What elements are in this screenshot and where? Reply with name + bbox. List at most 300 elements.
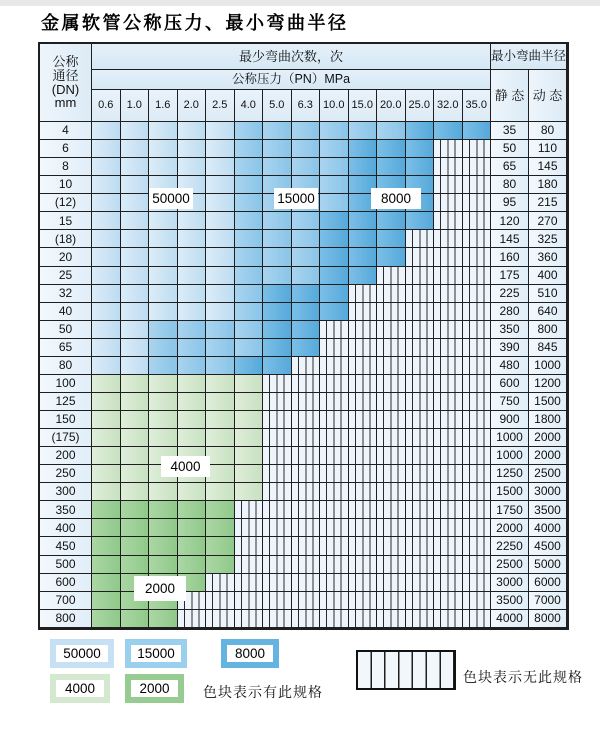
- spec-cell: [235, 303, 264, 321]
- spec-cell: [206, 411, 235, 429]
- spec-cell: [349, 429, 378, 447]
- spec-cell: [377, 447, 406, 465]
- spec-cell: [434, 447, 463, 465]
- spec-cell: [320, 321, 349, 339]
- spec-cell: [463, 411, 492, 429]
- spec-cell: [463, 556, 492, 574]
- spec-cell: [434, 393, 463, 411]
- spec-cell: [377, 519, 406, 537]
- spec-cell: [149, 339, 178, 357]
- dynamic-value-cell: 1200: [529, 375, 567, 393]
- spec-cell: [263, 393, 292, 411]
- spec-cell: [463, 537, 492, 555]
- spec-cell: [149, 303, 178, 321]
- spec-cell: [121, 158, 150, 176]
- spec-cell: [92, 393, 121, 411]
- spec-cell: [406, 321, 435, 339]
- spec-cell: [92, 248, 121, 266]
- pressure-tick: 1.0: [121, 90, 150, 122]
- spec-cell: [121, 447, 150, 465]
- legend-note-has-spec: 色块表示有此规格: [203, 684, 323, 700]
- spec-cell: [178, 556, 207, 574]
- spec-cell: [434, 519, 463, 537]
- static-value-cell: 1000: [491, 447, 529, 465]
- pressure-tick: 2.5: [206, 90, 235, 122]
- spec-cell: [463, 248, 492, 266]
- spec-cell: [92, 321, 121, 339]
- spec-cell: [92, 285, 121, 303]
- spec-cell: [235, 574, 264, 592]
- legend-swatch-50000: 50000: [50, 639, 114, 668]
- spec-cell: [92, 194, 121, 212]
- spec-cell: [320, 501, 349, 519]
- dn-cell: 800: [40, 610, 92, 628]
- spec-cell: [292, 248, 321, 266]
- pressure-tick: 20.0: [377, 90, 406, 122]
- spec-cell: [149, 158, 178, 176]
- static-header: 静 态: [491, 70, 529, 122]
- dynamic-value-cell: 800: [529, 321, 567, 339]
- legend-swatch-15000: 15000: [125, 639, 187, 668]
- spec-cell: [434, 212, 463, 230]
- spec-cell: [292, 375, 321, 393]
- dn-cell: 100: [40, 375, 92, 393]
- spec-cell: [178, 483, 207, 501]
- spec-cell: [149, 501, 178, 519]
- static-value-cell: 145: [491, 230, 529, 248]
- spec-cell: [292, 501, 321, 519]
- spec-cell: [206, 429, 235, 447]
- spec-cell: [235, 447, 264, 465]
- spec-cell: [463, 176, 492, 194]
- spec-cell: [320, 158, 349, 176]
- spec-cell: [292, 393, 321, 411]
- spec-cell: [320, 574, 349, 592]
- static-value-cell: 65: [491, 158, 529, 176]
- spec-cell: [406, 429, 435, 447]
- static-value-cell: 160: [491, 248, 529, 266]
- spec-cell: [377, 339, 406, 357]
- spec-cell: [92, 122, 121, 140]
- spec-cell: [320, 429, 349, 447]
- spec-cell: [92, 537, 121, 555]
- dynamic-value-cell: 400: [529, 267, 567, 285]
- spec-cell: [92, 610, 121, 628]
- spec-cell: [121, 519, 150, 537]
- spec-cell: [149, 357, 178, 375]
- static-value-cell: 600: [491, 375, 529, 393]
- dn-cell: 700: [40, 592, 92, 610]
- spec-cell: [434, 411, 463, 429]
- spec-cell: [235, 375, 264, 393]
- spec-cell: [178, 248, 207, 266]
- spec-cell: [434, 610, 463, 628]
- spec-cell: [406, 592, 435, 610]
- pressure-tick: 10.0: [320, 90, 349, 122]
- spec-cell: [434, 537, 463, 555]
- spec-cell: [235, 122, 264, 140]
- static-value-cell: 1750: [491, 501, 529, 519]
- spec-cell: [292, 411, 321, 429]
- spec-cell: [463, 140, 492, 158]
- static-value-cell: 1500: [491, 483, 529, 501]
- spec-cell: [235, 248, 264, 266]
- spec-cell: [434, 158, 463, 176]
- spec-cell: [235, 411, 264, 429]
- spec-cell: [406, 393, 435, 411]
- spec-cell: [206, 248, 235, 266]
- static-value-cell: 225: [491, 285, 529, 303]
- spec-cell: [320, 519, 349, 537]
- spec-cell: [235, 592, 264, 610]
- spec-cell: [121, 357, 150, 375]
- spec-cell: [149, 393, 178, 411]
- static-value-cell: 3500: [491, 592, 529, 610]
- spec-cell: [463, 339, 492, 357]
- spec-cell: [463, 447, 492, 465]
- spec-cell: [149, 556, 178, 574]
- spec-cell: [206, 375, 235, 393]
- spec-cell: [377, 230, 406, 248]
- spec-cell: [292, 339, 321, 357]
- spec-cell: [263, 140, 292, 158]
- pressure-header: 公称压力（PN）MPa: [92, 70, 491, 90]
- dn-cell: 200: [40, 447, 92, 465]
- spec-cell: [263, 556, 292, 574]
- spec-cell: [292, 483, 321, 501]
- dn-cell: 250: [40, 465, 92, 483]
- spec-cell: [263, 447, 292, 465]
- spec-cell: [263, 122, 292, 140]
- static-value-cell: 900: [491, 411, 529, 429]
- dn-cell: (18): [40, 230, 92, 248]
- spec-cell: [377, 393, 406, 411]
- spec-cell: [292, 303, 321, 321]
- spec-cell: [178, 230, 207, 248]
- spec-cell: [406, 610, 435, 628]
- static-value-cell: 1000: [491, 429, 529, 447]
- dn-header-line: mm: [54, 95, 77, 111]
- spec-cell: [349, 357, 378, 375]
- spec-cell: [149, 122, 178, 140]
- spec-cell: [406, 158, 435, 176]
- spec-cell: [92, 140, 121, 158]
- spec-cell: [292, 230, 321, 248]
- spec-cell: [377, 303, 406, 321]
- spec-cell: [292, 465, 321, 483]
- spec-cell: [121, 501, 150, 519]
- spec-cell: [292, 122, 321, 140]
- spec-cell: [263, 321, 292, 339]
- spec-cell: [406, 267, 435, 285]
- spec-cell: [434, 140, 463, 158]
- spec-cell: [121, 610, 150, 628]
- spec-cell: [406, 357, 435, 375]
- spec-cell: [121, 429, 150, 447]
- spec-cell: [235, 212, 264, 230]
- pressure-tick: 1.6: [149, 90, 178, 122]
- spec-cell: [263, 610, 292, 628]
- spec-cell: [320, 411, 349, 429]
- spec-cell: [292, 267, 321, 285]
- spec-cell: [377, 212, 406, 230]
- spec-cell: [292, 592, 321, 610]
- spec-cell: [149, 321, 178, 339]
- spec-cell: [121, 230, 150, 248]
- pressure-tick: 0.6: [92, 90, 121, 122]
- spec-cell: [463, 212, 492, 230]
- spec-cell: [235, 357, 264, 375]
- spec-cell: [434, 592, 463, 610]
- spec-cell: [434, 285, 463, 303]
- dn-header-line: (DN): [51, 81, 80, 97]
- spec-cell: [320, 267, 349, 285]
- bend-count-label-4000: 4000: [161, 456, 210, 477]
- spec-cell: [235, 465, 264, 483]
- dn-cell: 80: [40, 357, 92, 375]
- spec-cell: [406, 537, 435, 555]
- spec-cell: [406, 447, 435, 465]
- spec-cell: [235, 230, 264, 248]
- spec-cell: [263, 592, 292, 610]
- spec-cell: [349, 537, 378, 555]
- static-value-cell: 50: [491, 140, 529, 158]
- spec-cell: [320, 285, 349, 303]
- spec-cell: [349, 411, 378, 429]
- spec-cell: [235, 519, 264, 537]
- spec-cell: [149, 285, 178, 303]
- spec-cell: [235, 537, 264, 555]
- spec-cell: [92, 429, 121, 447]
- spec-cell: [406, 339, 435, 357]
- bend-count-label-8000: 8000: [371, 188, 421, 209]
- spec-cell: [320, 556, 349, 574]
- spec-cell: [349, 267, 378, 285]
- spec-cell: [206, 574, 235, 592]
- spec-cell: [263, 501, 292, 519]
- dynamic-value-cell: 5000: [529, 556, 567, 574]
- spec-cell: [92, 230, 121, 248]
- spec-cell: [377, 429, 406, 447]
- static-value-cell: 1250: [491, 465, 529, 483]
- static-value-cell: 35: [491, 122, 529, 140]
- spec-cell: [377, 483, 406, 501]
- spec-cell: [235, 556, 264, 574]
- spec-cell: [206, 122, 235, 140]
- dynamic-value-cell: 1000: [529, 357, 567, 375]
- spec-cell: [206, 447, 235, 465]
- spec-cell: [178, 122, 207, 140]
- spec-cell: [178, 285, 207, 303]
- bend-times-header: 最少弯曲次数，次: [92, 44, 491, 70]
- spec-cell: [206, 267, 235, 285]
- spec-cell: [463, 393, 492, 411]
- spec-cell: [434, 574, 463, 592]
- spec-cell: [377, 465, 406, 483]
- dynamic-value-cell: 2500: [529, 465, 567, 483]
- spec-cell: [149, 230, 178, 248]
- spec-cell: [463, 375, 492, 393]
- spec-cell: [377, 267, 406, 285]
- spec-cell: [149, 519, 178, 537]
- spec-cell: [349, 465, 378, 483]
- spec-cell: [149, 411, 178, 429]
- spec-cell: [463, 357, 492, 375]
- spec-cell: [292, 519, 321, 537]
- spec-cell: [377, 122, 406, 140]
- spec-cell: [463, 610, 492, 628]
- spec-cell: [92, 574, 121, 592]
- spec-cell: [349, 501, 378, 519]
- spec-cell: [320, 212, 349, 230]
- dn-cell: 20: [40, 248, 92, 266]
- bend-count-label-50000: 50000: [149, 188, 193, 209]
- spec-cell: [406, 556, 435, 574]
- dn-cell: (12): [40, 194, 92, 212]
- spec-cell: [349, 393, 378, 411]
- spec-cell: [377, 574, 406, 592]
- dn-cell: 450: [40, 537, 92, 555]
- spec-cell: [206, 556, 235, 574]
- spec-cell: [463, 303, 492, 321]
- spec-cell: [206, 537, 235, 555]
- spec-cell: [349, 140, 378, 158]
- spec-cell: [263, 303, 292, 321]
- spec-cell: [206, 465, 235, 483]
- spec-cell: [377, 140, 406, 158]
- spec-cell: [320, 465, 349, 483]
- dn-cell: 15: [40, 212, 92, 230]
- spec-cell: [463, 519, 492, 537]
- spec-cell: [149, 212, 178, 230]
- legend-swatch-4000: 4000: [50, 674, 110, 703]
- spec-cell: [377, 537, 406, 555]
- dynamic-value-cell: 180: [529, 176, 567, 194]
- dynamic-value-cell: 215: [529, 194, 567, 212]
- dn-cell: 500: [40, 556, 92, 574]
- dynamic-value-cell: 3500: [529, 501, 567, 519]
- dn-cell: 65: [40, 339, 92, 357]
- spec-cell: [349, 248, 378, 266]
- spec-cell: [206, 592, 235, 610]
- spec-cell: [406, 519, 435, 537]
- spec-cell: [235, 393, 264, 411]
- dynamic-value-cell: 270: [529, 212, 567, 230]
- dynamic-value-cell: 360: [529, 248, 567, 266]
- spec-cell: [92, 519, 121, 537]
- spec-cell: [92, 212, 121, 230]
- spec-cell: [320, 140, 349, 158]
- spec-cell: [463, 465, 492, 483]
- spec-cell: [463, 429, 492, 447]
- dn-cell: 400: [40, 519, 92, 537]
- spec-cell: [92, 357, 121, 375]
- spec-cell: [206, 501, 235, 519]
- spec-cell: [121, 194, 150, 212]
- spec-cell: [206, 303, 235, 321]
- dn-cell: 25: [40, 267, 92, 285]
- pressure-tick: 5.0: [263, 90, 292, 122]
- spec-cell: [235, 429, 264, 447]
- spec-cell: [235, 501, 264, 519]
- static-value-cell: 350: [491, 321, 529, 339]
- spec-cell: [263, 375, 292, 393]
- spec-cell: [292, 357, 321, 375]
- static-value-cell: 120: [491, 212, 529, 230]
- spec-cell: [463, 321, 492, 339]
- spec-cell: [121, 248, 150, 266]
- spec-cell: [263, 574, 292, 592]
- spec-cell: [206, 339, 235, 357]
- spec-cell: [434, 357, 463, 375]
- spec-cell: [377, 556, 406, 574]
- spec-cell: [434, 194, 463, 212]
- spec-cell: [235, 321, 264, 339]
- spec-cell: [320, 610, 349, 628]
- spec-cell: [263, 158, 292, 176]
- static-value-cell: 2500: [491, 556, 529, 574]
- spec-cell: [320, 375, 349, 393]
- spec-cell: [377, 248, 406, 266]
- spec-cell: [121, 285, 150, 303]
- spec-cell: [320, 537, 349, 555]
- spec-cell: [463, 592, 492, 610]
- pressure-tick: 15.0: [349, 90, 378, 122]
- dynamic-value-cell: 2000: [529, 447, 567, 465]
- spec-cell: [406, 501, 435, 519]
- bend-count-label-2000: 2000: [134, 576, 186, 601]
- spec-cell: [377, 158, 406, 176]
- spec-cell: [206, 230, 235, 248]
- spec-cell: [206, 357, 235, 375]
- dynamic-value-cell: 510: [529, 285, 567, 303]
- spec-cell: [121, 556, 150, 574]
- spec-cell: [149, 483, 178, 501]
- spec-cell: [149, 610, 178, 628]
- dn-cell: 350: [40, 501, 92, 519]
- spec-cell: [92, 176, 121, 194]
- spec-cell: [121, 483, 150, 501]
- spec-cell: [292, 610, 321, 628]
- dynamic-value-cell: 3000: [529, 483, 567, 501]
- dynamic-value-cell: 845: [529, 339, 567, 357]
- spec-cell: [463, 194, 492, 212]
- spec-cell: [292, 140, 321, 158]
- page-top-strip: [0, 0, 600, 6]
- spec-cell: [92, 447, 121, 465]
- spec-cell: [377, 375, 406, 393]
- spec-cell: [121, 140, 150, 158]
- dn-header-line: 公称: [52, 54, 79, 70]
- spec-cell: [320, 393, 349, 411]
- legend-note-no-spec: 色块表示无此规格: [463, 669, 583, 685]
- spec-cell: [406, 248, 435, 266]
- spec-cell: [149, 375, 178, 393]
- spec-cell: [406, 375, 435, 393]
- spec-cell: [92, 465, 121, 483]
- spec-cell: [349, 212, 378, 230]
- spec-cell: [292, 285, 321, 303]
- page-title: 金属软管公称压力、最小弯曲半径: [41, 13, 349, 33]
- spec-cell: [149, 429, 178, 447]
- dynamic-value-cell: 4500: [529, 537, 567, 555]
- spec-cell: [206, 321, 235, 339]
- dn-cell: 32: [40, 285, 92, 303]
- legend-hatch-swatch: [356, 650, 456, 690]
- spec-cell: [263, 212, 292, 230]
- spec-cell: [263, 357, 292, 375]
- spec-cell: [320, 303, 349, 321]
